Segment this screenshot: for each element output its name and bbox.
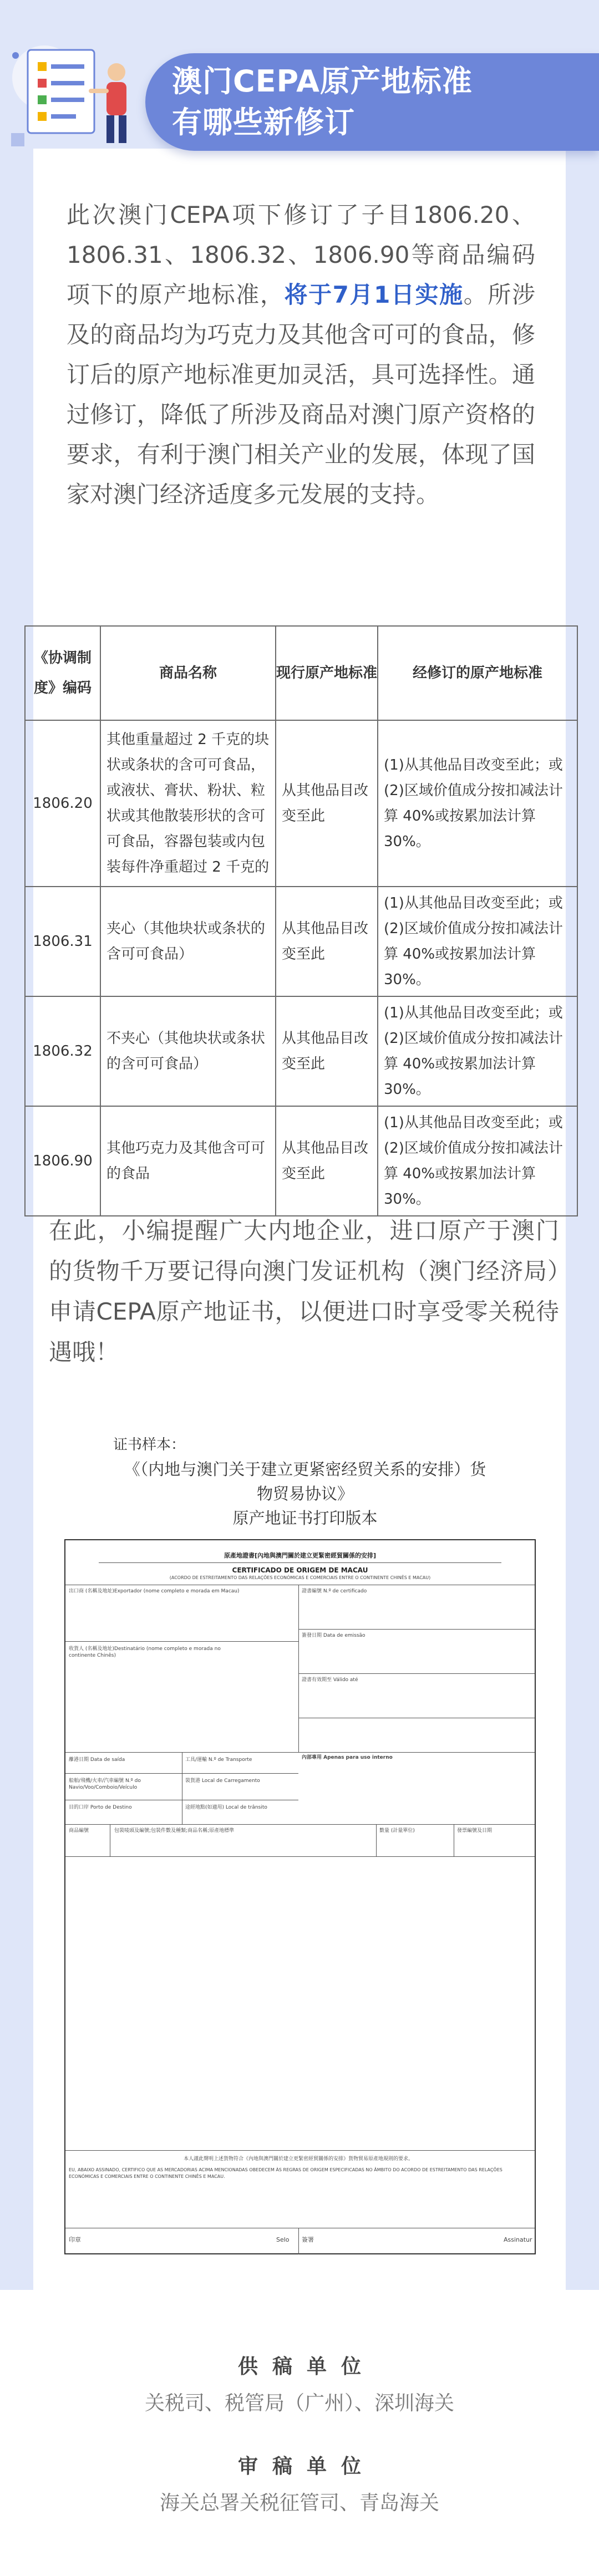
- cert-field-importer: 收貨人 (名稱及地址)Destinatário (nome completo e morada no continente Chinês): [69, 1646, 221, 1658]
- table-row: [25, 1106, 577, 1216]
- table-row: [25, 720, 577, 887]
- cert-declaration-cn: 本人謹此聲明上述貨物符合《內地與澳門關於建立更緊密經貿關係的安排》貨物貿易原產地規則的要求。: [183, 2156, 413, 2162]
- cert-header-pt: CERTIFICADO DE ORIGEM DE MACAU: [232, 1566, 368, 1574]
- notice-paragraph: 在此，小编提醒广大内地企业，进口原产于澳门的货物千万要记得向澳门发证机构（澳门经济局）申请CEPA原产地证书，以便进口时享受零关税待遇哦！: [49, 1217, 559, 1366]
- cert-field-sign: 簽署: [302, 2236, 314, 2243]
- certificate-title-line-1: 《（内地与澳门关于建立更紧密经贸关系的安排）货: [124, 1460, 486, 1479]
- cell-code: 1806.90: [25, 1106, 100, 1216]
- certificate-title-line-3: 原产地证书打印版本: [232, 1509, 378, 1528]
- header-hs-code: 《协调制度》编码: [25, 626, 100, 720]
- cert-field-seal-pt: Selo: [276, 2236, 290, 2243]
- cert-field-sign-pt: Assinatur: [504, 2236, 532, 2243]
- supply-value: 关税司、税管局（广州）、深圳海关: [144, 2392, 454, 2415]
- cell-current: 从其他品目改变至此: [276, 720, 378, 887]
- cell-current: 从其他品目改变至此: [276, 887, 378, 996]
- cell-code: 1806.32: [25, 996, 100, 1106]
- header-revised-rule: 经修订的原产地标准: [378, 626, 577, 720]
- cert-col-invoice: 發票編號及日期: [457, 1828, 493, 1834]
- cert-col-quantity: 數量 (計量單位): [379, 1828, 415, 1834]
- cell-name-text: 其他重量超过 2 千克的块状或条状的含可可食品，或液状、膏状、粉状、粒状或其他散装形状的含可可食品，容器包装或内包装每件净重超过 2 千克的: [106, 731, 270, 875]
- cell-name: 其他巧克力及其他含可可的食品: [100, 1106, 276, 1216]
- cert-field-seal: 印章: [69, 2236, 81, 2243]
- cert-field-port-dest: 目的口岸 Porto de Destino: [69, 1805, 132, 1810]
- cell-revised: (1)从其他品目改变至此；或(2)区域价值成分按扣减法计算 40%或按累加法计算 30%。: [378, 720, 577, 887]
- intro-text-1: 此次澳门CEPA项下修订了子目1806.20、1806.31、1806.32、1806.90等商品编码项下的原产地标准，: [67, 201, 535, 308]
- table-row: [25, 887, 577, 996]
- review-value: 海关总署关税征管司、青岛海关: [159, 2492, 439, 2514]
- intro-highlight: 将于7月1日实施: [284, 281, 464, 308]
- cert-field-vessel: 船舶/飛機/火車/汽車編號 N.º do Navio/Voo/Comboio/Veículo: [69, 1778, 141, 1790]
- certificate-form: [64, 1539, 536, 2254]
- document-checklist-illustration: [6, 33, 144, 150]
- header-current-rule: 现行原产地标准: [276, 626, 378, 720]
- cert-field-transport: 工具/運輸 N.º de Transporte: [185, 1757, 252, 1763]
- cert-field-transit: 途經地點(如適用) Local de trânsito: [185, 1805, 267, 1810]
- cert-field-exporter: 出口商 (名稱及地址)Exportador (nome completo e morada em Macau): [69, 1589, 240, 1594]
- page-title: [172, 61, 560, 143]
- cert-header-sub: (ACORDO DE ESTREITAMENTO DAS RELAÇÕES ECONÓMICAS E COMERCIAIS ENTRE O CONTINENTE CHINÊS E MACAU): [169, 1575, 431, 1580]
- cert-col-hs: 商品編號: [69, 1828, 89, 1834]
- review-label: 审稿单位: [237, 2455, 375, 2478]
- cert-header-cn: 原產地證書[內地與澳門關於建立更緊密經貿關係的安排]: [224, 1552, 377, 1559]
- cell-name: 夹心（其他块状或条状的含可可食品）: [100, 887, 276, 996]
- certificate-title-line-2: 物贸易协议》: [256, 1484, 353, 1503]
- table-header-row: [25, 626, 577, 720]
- table-row: [25, 996, 577, 1106]
- certificate-title: [100, 1457, 510, 1530]
- cert-col-goods: 包裝唛頭及編號;包裝件數及種類;商品名稱;原產地標準: [114, 1828, 235, 1834]
- certificate-caption: 证书样本：: [113, 1437, 186, 1453]
- cell-current: 从其他品目改变至此: [276, 996, 378, 1106]
- supply-label: 供稿单位: [237, 2355, 375, 2378]
- title-line-2: 有哪些新修订: [172, 105, 355, 140]
- cert-field-remarks: 內部專用 Apenas para uso interno: [302, 1755, 393, 1760]
- cell-revised: (1)从其他品目改变至此；或(2)区域价值成分按扣减法计算 40%或按累加法计算 30%。: [378, 1106, 577, 1216]
- header-goods-name: 商品名称: [100, 626, 276, 720]
- cert-field-cert-no: 證書編號 N.º de certificado: [302, 1589, 367, 1594]
- cell-code: 1806.20: [25, 720, 100, 887]
- cell-revised: (1)从其他品目改变至此；或(2)区域价值成分按扣减法计算 40%或按累加法计算 30%。: [378, 996, 577, 1106]
- cell-name: [100, 720, 276, 887]
- cert-field-port-load: 裝貨港 Local de Carregamento: [185, 1778, 260, 1784]
- intro-text-2: 。所涉及的商品均为巧克力及其他含可可的食品，修订后的原产地标准更加灵活，具可选择性。通过修订，降低了所涉及商品对澳门原产资格的要求，有利于澳门相关产业的发展，体现了国家对澳门经济适度多元发展的支持。: [67, 281, 535, 508]
- cert-declaration-pt: EU, ABAIXO ASSINADO, CERTIFICO QUE AS MERCADORIAS ACIMA MENCIONADAS OBEDECEM ÀS REGRAS DE ORIGEM ESPECIFICADAS NO ÂMBITO DO ACORDO DE ESTREITAMENTO DAS RELAÇÕES ECONÓMICAS E COMERCIAIS ENTRE O CONTINENTE CHINÊS E MACAU.: [69, 2167, 502, 2179]
- cell-current: 从其他品目改变至此: [276, 1106, 378, 1216]
- cell-revised: (1)从其他品目改变至此；或(2)区域价值成分按扣减法计算 40%或按累加法计算 30%。: [378, 887, 577, 996]
- origin-rules-table: [24, 625, 578, 1216]
- cert-field-departure: 離港日期 Data de saída: [69, 1757, 125, 1763]
- intro-paragraph: [67, 195, 535, 515]
- cell-name: 不夹心（其他块状或条状的含可可食品）: [100, 996, 276, 1106]
- cell-code: 1806.31: [25, 887, 100, 996]
- cert-field-issue-date: 簽發日期 Data de emissão: [302, 1633, 366, 1638]
- title-line-1: 澳门CEPA原产地标准: [172, 64, 473, 99]
- cert-field-valid: 證書有效期至 Válido até: [302, 1677, 358, 1683]
